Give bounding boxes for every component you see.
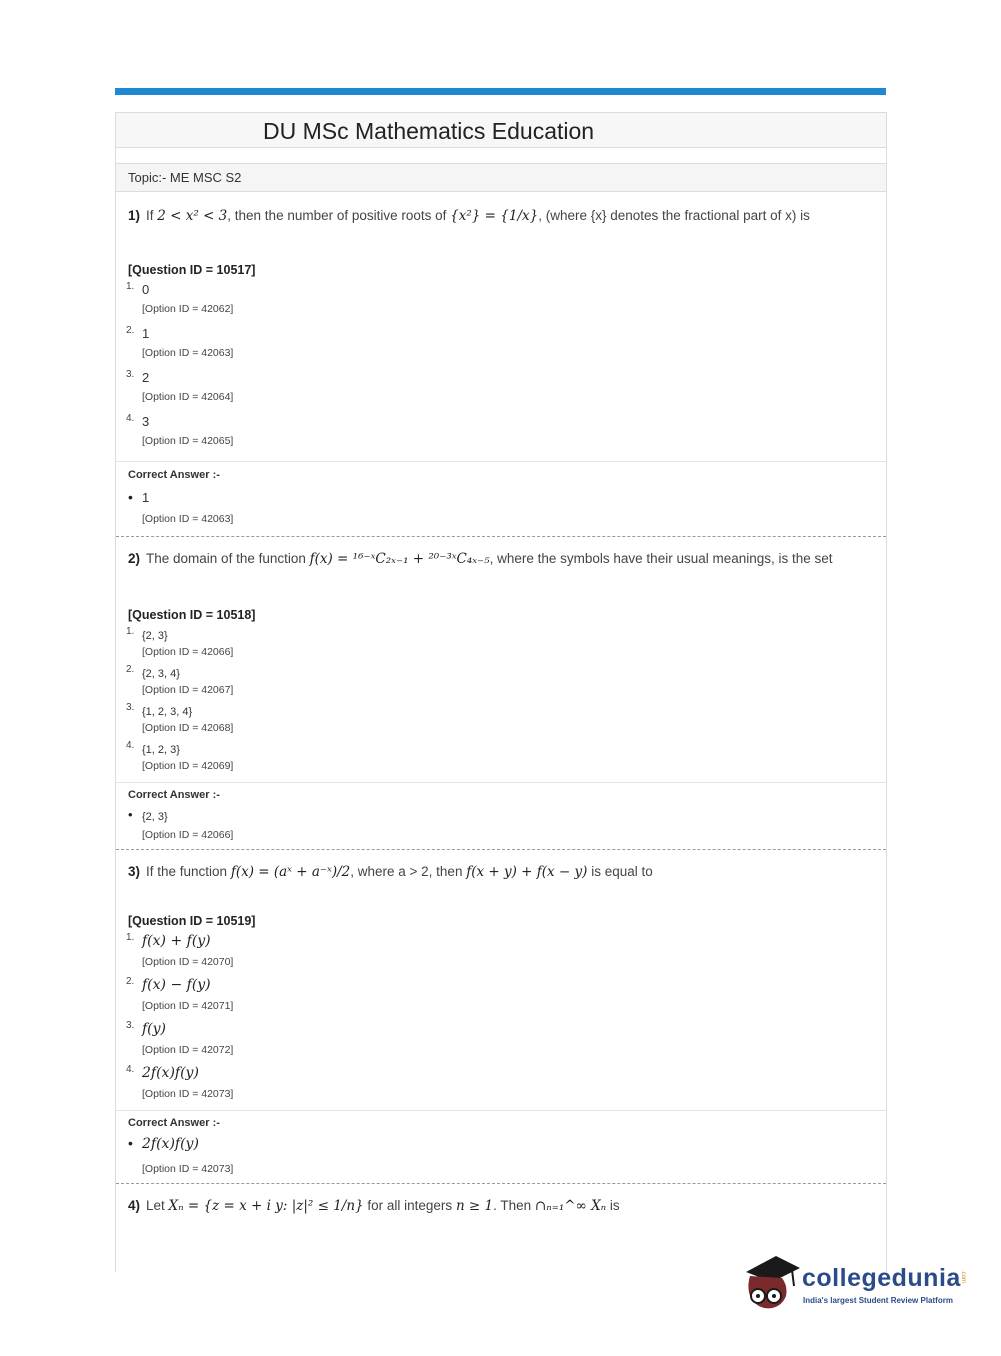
logo-suffix: .com xyxy=(960,1270,966,1284)
correct-answer-box xyxy=(116,461,886,536)
question-3 xyxy=(116,850,886,1183)
option-id: [Option ID = 42073] xyxy=(142,1163,234,1175)
question-text: 1) If 2 < x² < 3, then the number of positive roots of {x²} = {1/x}, (where {x} denotes the fractional part of x) is xyxy=(128,208,810,224)
option-id: [Option ID = 42066] xyxy=(142,646,234,658)
bullet-icon: • xyxy=(128,807,133,822)
question-text: 4) Let Xₙ = {z = x + i y: |z|² ≤ 1/n} for all integers n ≥ 1. Then ∩ₙ₌₁^∞ Xₙ is xyxy=(128,1198,620,1214)
option-item[interactable]: 4. 3 xyxy=(126,413,150,429)
page-title: DU MSc Mathematics Education xyxy=(263,118,595,144)
top-accent-bar xyxy=(115,88,886,95)
question-id: [Question ID = 10518] xyxy=(128,608,256,622)
bullet-icon: • xyxy=(128,489,133,505)
option-id: [Option ID = 42062] xyxy=(142,303,234,315)
option-id: [Option ID = 42067] xyxy=(142,684,234,696)
mascot-icon xyxy=(742,1250,802,1320)
option-item[interactable]: 2. {2, 3, 4} xyxy=(126,664,180,680)
title-row xyxy=(116,112,886,148)
option-item[interactable]: 1. 0 xyxy=(126,281,150,297)
option-item[interactable]: 3. {1, 2, 3, 4} xyxy=(126,702,193,718)
option-item[interactable]: 3. 2 xyxy=(126,369,150,385)
option-id: [Option ID = 42063] xyxy=(142,513,234,525)
collegedunia-logo[interactable] xyxy=(742,1250,967,1320)
question-4 xyxy=(116,1184,886,1216)
question-2 xyxy=(116,537,886,849)
question-id: [Question ID = 10517] xyxy=(128,263,256,277)
option-id: [Option ID = 42064] xyxy=(142,391,234,403)
option-item[interactable]: 1. f(x) + f(y) xyxy=(126,932,211,949)
correct-answer-label: Correct Answer :- xyxy=(128,469,220,481)
question-paper xyxy=(115,112,887,1272)
option-id: [Option ID = 42069] xyxy=(142,760,234,772)
option-item[interactable]: 4. 2f(x)f(y) xyxy=(126,1064,199,1081)
correct-answer-label: Correct Answer :- xyxy=(128,1117,220,1129)
option-id: [Option ID = 42063] xyxy=(142,347,234,359)
option-item[interactable]: 2. f(x) − f(y) xyxy=(126,976,211,993)
correct-answer-value: {2, 3} xyxy=(142,811,168,823)
question-text: 3) If the function f(x) = (aˣ + a⁻ˣ)/2, where a > 2, then f(x + y) + f(x − y) is equal to xyxy=(128,864,653,880)
option-id: [Option ID = 42071] xyxy=(142,1000,234,1012)
option-id: [Option ID = 42070] xyxy=(142,956,234,968)
option-item[interactable]: 3. f(y) xyxy=(126,1020,167,1037)
logo-tagline: India's largest Student Review Platform xyxy=(803,1296,953,1305)
question-1 xyxy=(116,192,886,536)
bullet-icon: • xyxy=(128,1135,133,1151)
logo-wordmark: collegedunia xyxy=(802,1264,961,1292)
option-id: [Option ID = 42066] xyxy=(142,829,234,841)
option-item[interactable]: 1. {2, 3} xyxy=(126,626,168,642)
option-id: [Option ID = 42072] xyxy=(142,1044,234,1056)
topic-label: Topic:- ME MSC S2 xyxy=(116,164,886,192)
correct-answer-box xyxy=(116,1110,886,1183)
option-id: [Option ID = 42068] xyxy=(142,722,234,734)
option-item[interactable]: 2. 1 xyxy=(126,325,150,341)
option-item[interactable]: 4. {1, 2, 3} xyxy=(126,740,180,756)
question-id: [Question ID = 10519] xyxy=(128,914,256,928)
option-id: [Option ID = 42073] xyxy=(142,1088,234,1100)
question-text: 2) The domain of the function f(x) = ¹⁶⁻ˣC₂ₓ₋₁ + ²⁰⁻³ˣC₄ₓ₋₅, where the symbols have their usual meanings, is the set xyxy=(128,551,833,567)
correct-answer-box xyxy=(116,782,886,849)
correct-answer-value: 1 xyxy=(142,490,150,505)
option-id: [Option ID = 42065] xyxy=(142,435,234,447)
correct-answer-label: Correct Answer :- xyxy=(128,789,220,801)
correct-answer-value: 2f(x)f(y) xyxy=(142,1136,199,1152)
